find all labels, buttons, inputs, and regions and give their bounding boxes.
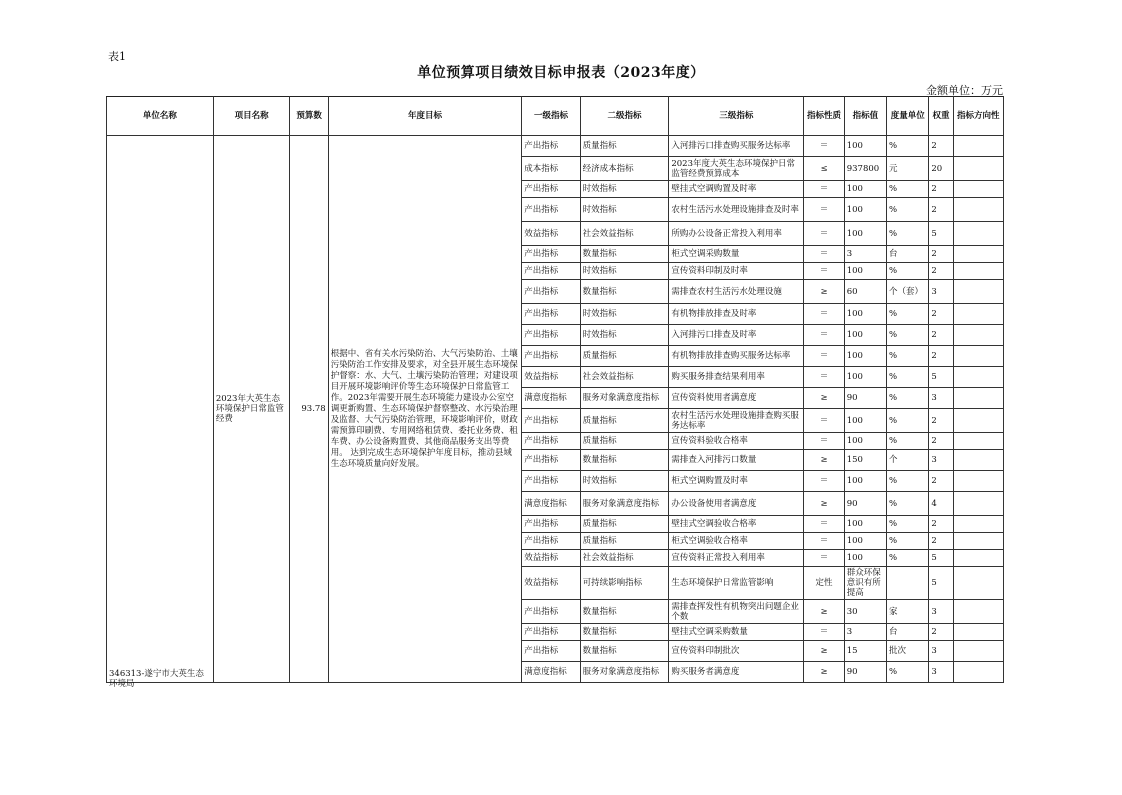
- indicator-level2: 数量指标: [580, 450, 669, 471]
- project-name: 2023年大英生态环境保护日常监管经费: [213, 136, 290, 683]
- indicator-level2: 质量指标: [580, 433, 669, 450]
- indicator-level2: 质量指标: [580, 409, 669, 433]
- indicator-level1: 产出指标: [522, 533, 580, 550]
- indicator-nature: ＝: [804, 263, 844, 280]
- indicator-direction: [953, 450, 1003, 471]
- indicator-direction: [953, 388, 1003, 409]
- weight: 2: [929, 516, 953, 533]
- indicator-level3: 办公设备使用者满意度: [669, 492, 804, 516]
- indicator-nature: ＝: [804, 516, 844, 533]
- weight: 2: [929, 471, 953, 492]
- indicator-level1: 产出指标: [522, 346, 580, 367]
- indicator-nature: ＝: [804, 222, 844, 246]
- indicator-nature: 定性: [804, 567, 844, 600]
- measure-unit: [887, 567, 929, 600]
- indicator-level2: 服务对象满意度指标: [580, 662, 669, 683]
- indicator-level2: 时效指标: [580, 263, 669, 280]
- indicator-nature: ≥: [804, 492, 844, 516]
- indicator-level3: 宣传资料正常投入利用率: [669, 550, 804, 567]
- header-cell: 指标性质: [804, 97, 844, 136]
- weight: 2: [929, 346, 953, 367]
- sheet-label: 表1: [108, 50, 126, 63]
- measure-unit: %: [887, 181, 929, 198]
- indicator-value: 150: [844, 450, 886, 471]
- header-cell: 二级指标: [580, 97, 669, 136]
- indicator-level1: 产出指标: [522, 600, 580, 624]
- indicator-level2: 社会效益指标: [580, 222, 669, 246]
- indicator-level2: 质量指标: [580, 516, 669, 533]
- indicator-direction: [953, 433, 1003, 450]
- indicator-value: 100: [844, 181, 886, 198]
- measure-unit: %: [887, 433, 929, 450]
- indicator-level3: 需排查挥发性有机物突出问题企业个数: [669, 600, 804, 624]
- indicator-direction: [953, 409, 1003, 433]
- indicator-direction: [953, 246, 1003, 263]
- indicator-level3: 宣传资料印制批次: [669, 641, 804, 662]
- indicator-level3: 所购办公设备正常投入利用率: [669, 222, 804, 246]
- unit-name: 346313-遂宁市大英生态环境局: [109, 669, 204, 689]
- indicator-direction: [953, 136, 1003, 157]
- table-row: [107, 136, 1004, 157]
- measure-unit: 批次: [887, 641, 929, 662]
- indicator-value: 100: [844, 550, 886, 567]
- indicator-level2: 时效指标: [580, 198, 669, 222]
- indicator-level3: 有机物排放排查及时率: [669, 304, 804, 325]
- indicator-value: 3: [844, 624, 886, 641]
- indicator-direction: [953, 641, 1003, 662]
- indicator-level3: 柜式空调验收合格率: [669, 533, 804, 550]
- indicator-level3: 宣传资料印制及时率: [669, 263, 804, 280]
- weight: 3: [929, 280, 953, 304]
- indicator-level1: 效益指标: [522, 550, 580, 567]
- indicator-level2: 时效指标: [580, 181, 669, 198]
- indicator-nature: ≥: [804, 450, 844, 471]
- indicator-level2: 经济成本指标: [580, 157, 669, 181]
- indicator-level2: 数量指标: [580, 246, 669, 263]
- indicator-direction: [953, 304, 1003, 325]
- indicator-level1: 效益指标: [522, 567, 580, 600]
- indicator-value: 60: [844, 280, 886, 304]
- weight: 2: [929, 263, 953, 280]
- indicator-level2: 质量指标: [580, 136, 669, 157]
- weight: 2: [929, 533, 953, 550]
- indicator-value: 群众环保意识有所提高: [844, 567, 886, 600]
- indicator-level1: 产出指标: [522, 471, 580, 492]
- indicator-value: 100: [844, 304, 886, 325]
- indicator-level1: 产出指标: [522, 450, 580, 471]
- indicator-level1: 产出指标: [522, 280, 580, 304]
- weight: 2: [929, 433, 953, 450]
- indicator-level2: 社会效益指标: [580, 367, 669, 388]
- weight: 2: [929, 624, 953, 641]
- page-title: 单位预算项目绩效目标申报表（2023年度）: [417, 65, 705, 81]
- annual-goal: 根据中、省有关水污染防治、大气污染防治、土壤污染防治工作安排及要求，对全县开展生态环境保护督察：水、大气、土壤污染防治管理；对建设项目开展环境影响评价等生态环境保护日常监管工作。2023年需要开展生态环境能力建设办公室空调更新购置、生态环境保护督察整改、水污染治理及监督、大气污染防治管理，环境影响评价，财政需预算印刷费、专用网络租赁费、委托业务费、租车费、办公设备购置费、其他商品服务支出等费用。 达到完成生态环境保护年度目标，推动县域生态环境质量向好发展。: [328, 136, 522, 683]
- indicator-level2: 服务对象满意度指标: [580, 388, 669, 409]
- indicator-level2: 数量指标: [580, 624, 669, 641]
- measure-unit: 元: [887, 157, 929, 181]
- weight: 2: [929, 181, 953, 198]
- weight: 2: [929, 136, 953, 157]
- indicator-level3: 壁挂式空调验收合格率: [669, 516, 804, 533]
- measure-unit: %: [887, 263, 929, 280]
- indicator-direction: [953, 600, 1003, 624]
- measure-unit: 家: [887, 600, 929, 624]
- indicator-value: 100: [844, 346, 886, 367]
- indicator-level1: 产出指标: [522, 181, 580, 198]
- performance-target-table: [106, 96, 1004, 689]
- indicator-level2: 质量指标: [580, 346, 669, 367]
- indicator-direction: [953, 567, 1003, 600]
- header-cell: 项目名称: [213, 97, 290, 136]
- indicator-nature: ＝: [804, 433, 844, 450]
- header-cell: 指标值: [844, 97, 886, 136]
- indicator-level3: 宣传资料使用者满意度: [669, 388, 804, 409]
- indicator-nature: ≤: [804, 157, 844, 181]
- indicator-level3: 2023年度大英生态环境保护日常监管经费预算成本: [669, 157, 804, 181]
- indicator-direction: [953, 492, 1003, 516]
- indicator-level3: 宣传资料验收合格率: [669, 433, 804, 450]
- indicator-direction: [953, 367, 1003, 388]
- indicator-level2: 质量指标: [580, 533, 669, 550]
- weight: 3: [929, 662, 953, 683]
- measure-unit: %: [887, 409, 929, 433]
- indicator-direction: [953, 346, 1003, 367]
- indicator-value: 90: [844, 492, 886, 516]
- indicator-nature: ＝: [804, 624, 844, 641]
- indicator-direction: [953, 516, 1003, 533]
- indicator-value: 100: [844, 367, 886, 388]
- indicator-level1: 产出指标: [522, 136, 580, 157]
- indicator-nature: ＝: [804, 181, 844, 198]
- measure-unit: %: [887, 533, 929, 550]
- weight: 3: [929, 388, 953, 409]
- indicator-nature: ≥: [804, 600, 844, 624]
- indicator-nature: ＝: [804, 550, 844, 567]
- indicator-direction: [953, 280, 1003, 304]
- indicator-value: 100: [844, 516, 886, 533]
- indicator-nature: ＝: [804, 198, 844, 222]
- indicator-level2: 数量指标: [580, 600, 669, 624]
- measure-unit: %: [887, 388, 929, 409]
- measure-unit: %: [887, 550, 929, 567]
- indicator-level3: 需排查入河排污口数量: [669, 450, 804, 471]
- indicator-nature: ＝: [804, 471, 844, 492]
- indicator-level3: 购买服务者满意度: [669, 662, 804, 683]
- header-cell: 一级指标: [522, 97, 580, 136]
- indicator-nature: ≥: [804, 662, 844, 683]
- indicator-level1: 产出指标: [522, 263, 580, 280]
- header-cell: 权重: [929, 97, 953, 136]
- measure-unit: %: [887, 136, 929, 157]
- indicator-level1: 效益指标: [522, 222, 580, 246]
- indicator-nature: ＝: [804, 246, 844, 263]
- measure-unit: %: [887, 222, 929, 246]
- indicator-value: 3: [844, 246, 886, 263]
- weight: 5: [929, 567, 953, 600]
- indicator-level3: 有机物排放排查购买服务达标率: [669, 346, 804, 367]
- weight: 2: [929, 246, 953, 263]
- measure-unit: 个（套）: [887, 280, 929, 304]
- measure-unit: %: [887, 367, 929, 388]
- indicator-level1: 产出指标: [522, 409, 580, 433]
- indicator-level1: 产出指标: [522, 246, 580, 263]
- indicator-value: 30: [844, 600, 886, 624]
- indicator-direction: [953, 157, 1003, 181]
- indicator-level1: 产出指标: [522, 516, 580, 533]
- indicator-level1: 产出指标: [522, 325, 580, 346]
- indicator-level1: 产出指标: [522, 304, 580, 325]
- measure-unit: %: [887, 471, 929, 492]
- indicator-level3: 购买服务排查结果利用率: [669, 367, 804, 388]
- indicator-direction: [953, 662, 1003, 683]
- indicator-value: 100: [844, 263, 886, 280]
- measure-unit: 个: [887, 450, 929, 471]
- indicator-level2: 服务对象满意度指标: [580, 492, 669, 516]
- measure-unit: %: [887, 662, 929, 683]
- indicator-nature: ＝: [804, 136, 844, 157]
- measure-unit: %: [887, 325, 929, 346]
- weight: 20: [929, 157, 953, 181]
- indicator-nature: ＝: [804, 533, 844, 550]
- page-bottom-margin: [106, 695, 1006, 795]
- indicator-value: 937800: [844, 157, 886, 181]
- measure-unit: %: [887, 516, 929, 533]
- indicator-level2: 数量指标: [580, 641, 669, 662]
- measure-unit: %: [887, 198, 929, 222]
- indicator-value: 90: [844, 388, 886, 409]
- weight: 4: [929, 492, 953, 516]
- indicator-direction: [953, 222, 1003, 246]
- indicator-direction: [953, 198, 1003, 222]
- indicator-nature: ＝: [804, 304, 844, 325]
- indicator-nature: ＝: [804, 409, 844, 433]
- indicator-level1: 满意度指标: [522, 492, 580, 516]
- measure-unit: %: [887, 304, 929, 325]
- table-body: [107, 136, 1004, 689]
- indicator-level3: 生态环境保护日常监管影响: [669, 567, 804, 600]
- indicator-level1: 产出指标: [522, 198, 580, 222]
- indicator-level3: 壁挂式空调购置及时率: [669, 181, 804, 198]
- indicator-nature: ≥: [804, 641, 844, 662]
- indicator-level2: 时效指标: [580, 325, 669, 346]
- indicator-level1: 满意度指标: [522, 662, 580, 683]
- indicator-nature: ≥: [804, 388, 844, 409]
- indicator-level3: 农村生活污水处理设施排查购买服务达标率: [669, 409, 804, 433]
- indicator-level1: 产出指标: [522, 641, 580, 662]
- indicator-level3: 入河排污口排查购买服务达标率: [669, 136, 804, 157]
- indicator-level1: 效益指标: [522, 367, 580, 388]
- indicator-level3: 柜式空调采购数量: [669, 246, 804, 263]
- indicator-nature: ＝: [804, 367, 844, 388]
- indicator-level3: 入河排污口排查及时率: [669, 325, 804, 346]
- budget-amount: 93.78: [290, 136, 328, 683]
- weight: 5: [929, 367, 953, 388]
- weight: 3: [929, 641, 953, 662]
- indicator-value: 100: [844, 471, 886, 492]
- indicator-value: 100: [844, 533, 886, 550]
- indicator-direction: [953, 471, 1003, 492]
- header-cell: 单位名称: [107, 97, 214, 136]
- indicator-value: 100: [844, 222, 886, 246]
- header-cell: 三级指标: [669, 97, 804, 136]
- indicator-level2: 时效指标: [580, 471, 669, 492]
- unit-name-cell: [107, 136, 214, 689]
- indicator-direction: [953, 325, 1003, 346]
- measure-unit: 台: [887, 624, 929, 641]
- header-cell: 度量单位: [887, 97, 929, 136]
- weight: 3: [929, 600, 953, 624]
- weight: 2: [929, 409, 953, 433]
- header-cell: 预算数: [290, 97, 328, 136]
- indicator-value: 100: [844, 325, 886, 346]
- indicator-level1: 成本指标: [522, 157, 580, 181]
- header-cell: 指标方向性: [953, 97, 1003, 136]
- indicator-direction: [953, 624, 1003, 641]
- indicator-level3: 需排查农村生活污水处理设施: [669, 280, 804, 304]
- measure-unit: %: [887, 346, 929, 367]
- weight: 2: [929, 325, 953, 346]
- indicator-nature: ≥: [804, 280, 844, 304]
- indicator-level3: 壁挂式空调采购数量: [669, 624, 804, 641]
- indicator-level2: 社会效益指标: [580, 550, 669, 567]
- weight: 2: [929, 198, 953, 222]
- indicator-direction: [953, 263, 1003, 280]
- indicator-direction: [953, 181, 1003, 198]
- header-row: [107, 97, 1004, 136]
- indicator-level2: 时效指标: [580, 304, 669, 325]
- indicator-value: 90: [844, 662, 886, 683]
- indicator-value: 100: [844, 409, 886, 433]
- indicator-direction: [953, 533, 1003, 550]
- indicator-value: 15: [844, 641, 886, 662]
- measure-unit: 台: [887, 246, 929, 263]
- weight: 3: [929, 450, 953, 471]
- measure-unit: %: [887, 492, 929, 516]
- indicator-level3: 农村生活污水处理设施排查及时率: [669, 198, 804, 222]
- weight: 5: [929, 550, 953, 567]
- header-cell: 年度目标: [328, 97, 522, 136]
- indicator-level1: 产出指标: [522, 624, 580, 641]
- indicator-level1: 产出指标: [522, 433, 580, 450]
- indicator-nature: ＝: [804, 346, 844, 367]
- amount-unit-note: 金额单位：万元: [926, 84, 1003, 97]
- weight: 5: [929, 222, 953, 246]
- indicator-value: 100: [844, 136, 886, 157]
- indicator-level2: 可持续影响指标: [580, 567, 669, 600]
- indicator-value: 100: [844, 198, 886, 222]
- indicator-level3: 柜式空调购置及时率: [669, 471, 804, 492]
- indicator-level2: 数量指标: [580, 280, 669, 304]
- indicator-level1: 满意度指标: [522, 388, 580, 409]
- indicator-value: 100: [844, 433, 886, 450]
- weight: 2: [929, 304, 953, 325]
- indicator-nature: ＝: [804, 325, 844, 346]
- indicator-direction: [953, 550, 1003, 567]
